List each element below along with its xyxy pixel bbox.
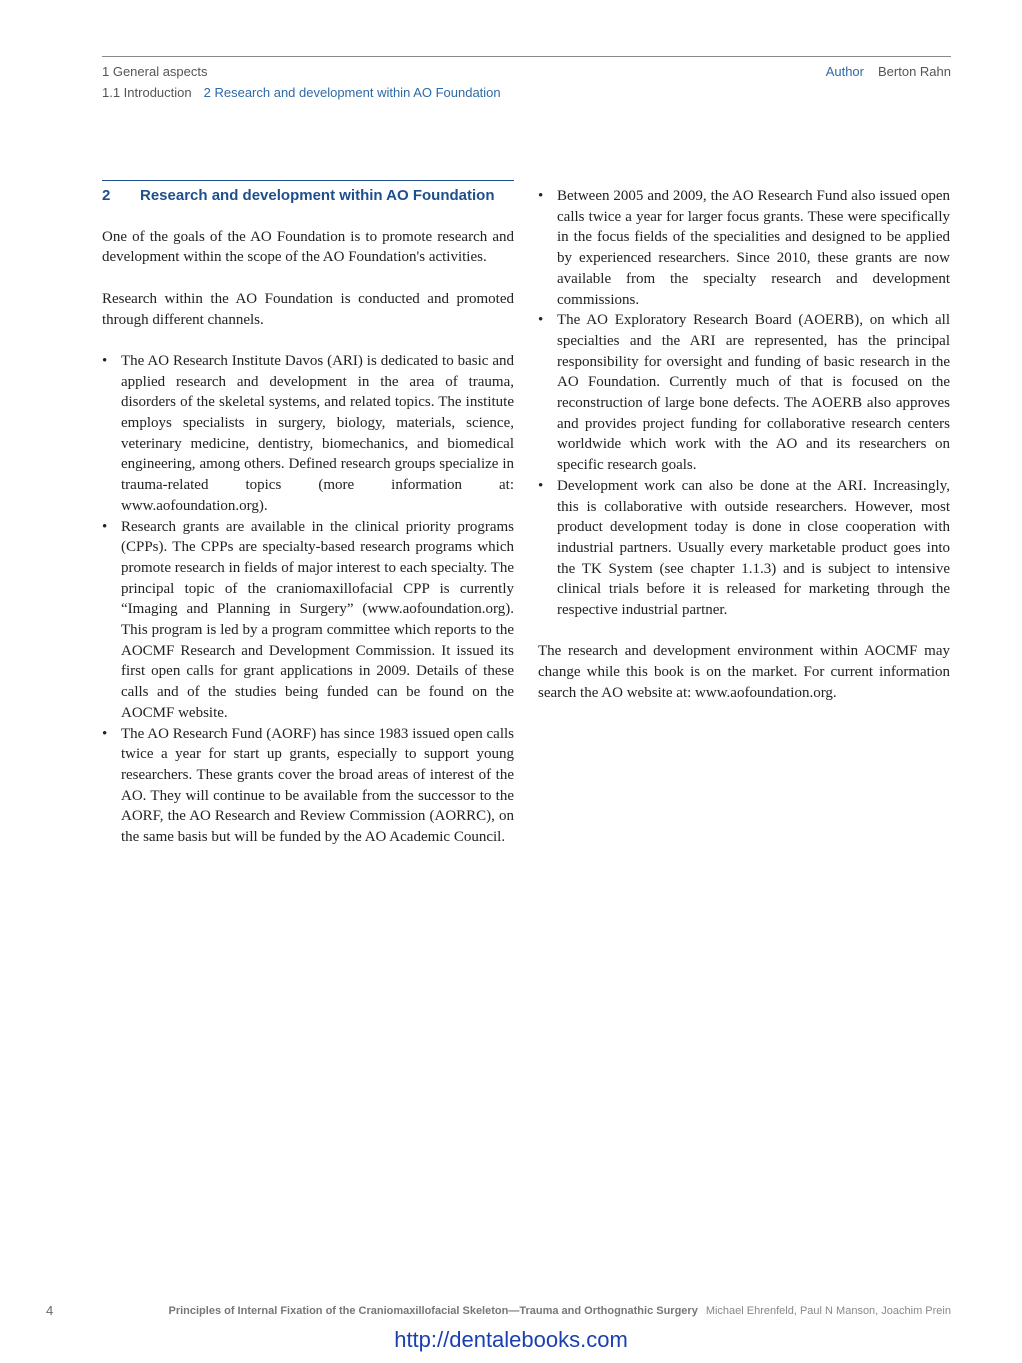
list-item-text: Development work can also be done at the ARI. Increasingly, this is collaborative with outside researchers. However, most product development today is done in close cooperation with industrial partners. Usually every marketable product goes into the TK System (see chapter 1.1.3) and is subject to intensive clinical trials before it is released for marketing through the respective industrial partner. <box>557 477 950 619</box>
bullet-icon: • <box>102 518 108 535</box>
list-item-text: The AO Research Fund (AORF) has since 1983 issued open calls twice a year for start up grants, especially to support young researchers. These grants cover the broad areas of interest of the AO. They will continue to be available from the successor to the AORF, the AO Research and Review Commission (AORRC), on the same basis but will be funded by the AO Academic Council. <box>121 725 514 846</box>
section-number: 2 <box>102 187 111 204</box>
breadcrumb-introduction: 1.1 Introduction <box>102 85 192 100</box>
list-item <box>102 517 514 724</box>
list-item-text: Research grants are available in the clinical priority programs (CPPs). The CPPs are specialty-based research programs which promote research in fields of major interest to each specialty. The principal topic of the craniomaxillofacial CPP is currently “Imaging and Planning in Surgery” (www.aofoundation.org). This program is led by a program committee which reports to the AOCMF Research and Development Commission. It issued its first open calls for grant applications in 2009. Details of these calls and of the studies being funded can be found on the AOCMF website. <box>121 518 514 721</box>
list-item-text: The AO Exploratory Research Board (AOERB), on which all specialties and the ARI are represented, has the principal responsibility for oversight and funding of basic research in the AO Foundation. Currently much of that is focused on the reconstruction of large bone defects. The AOERB also approves and provides project funding for collaborative research centers worldwide which work with the AO and its researchers on specific research goals. <box>557 312 950 474</box>
author-label: Author <box>825 64 864 79</box>
right-bullet-list <box>538 186 950 621</box>
channels-paragraph: Research within the AO Foundation is conducted and promoted through different channels. <box>102 290 514 328</box>
author-name: Berton Rahn <box>878 64 951 79</box>
footer-citation <box>168 1305 951 1317</box>
bullet-icon: • <box>538 188 544 204</box>
closing-paragraph: The research and development environment within AOCMF may change while this book is on the market. For current information search the AO website at: www.aofoundation.org. <box>538 643 950 701</box>
left-column <box>102 180 514 848</box>
book-authors: Michael Ehrenfeld, Paul N Manson, Joachim Prein <box>705 1305 951 1317</box>
header-author <box>812 64 951 79</box>
list-item <box>538 310 950 476</box>
bullet-icon: • <box>538 477 544 494</box>
section-heading <box>102 180 514 207</box>
right-column <box>538 186 950 724</box>
bullet-icon: • <box>102 352 108 369</box>
breadcrumb <box>102 85 513 100</box>
list-item <box>538 186 950 310</box>
breadcrumb-current-section: 2 Research and development within AO Foundation <box>203 85 501 100</box>
bullet-icon: • <box>538 312 544 329</box>
left-bullet-list <box>102 351 514 848</box>
list-item <box>538 476 950 621</box>
bullet-icon: • <box>102 725 108 742</box>
header-chapter: 1 General aspects <box>102 64 208 79</box>
list-item-text: The AO Research Institute Davos (ARI) is dedicated to basic and applied research and development in the area of trauma, disorders of the skeletal systems, and related topics. The institute employs specialists in surgery, biology, materials, science, veterinary medicine, dentistry, biomechanics, and biomedical engineering, among others. Defined research groups specialize in trauma-related topics (more information at: www.aofoundation.org). <box>121 352 514 514</box>
book-title: Principles of Internal Fixation of the Craniomaxillofacial Skeleton—Trauma and Orthognathic Surgery <box>168 1305 698 1317</box>
intro-paragraph: One of the goals of the AO Foundation is to promote research and development within the scope of the AO Foundation's activities. <box>102 228 514 266</box>
page-number: 4 <box>46 1303 54 1318</box>
list-item <box>102 724 514 848</box>
header-rule <box>102 56 951 57</box>
list-item <box>102 351 514 517</box>
list-item-text: Between 2005 and 2009, the AO Research Fund also issued open calls twice a year for larger focus grants. These were specifically in the focus fields of the specialities and designed to be applied by experienced researchers. Since 2010, these grants are now available from the specialty research and development commissions. <box>557 188 950 308</box>
source-url-link[interactable]: http://dentalebooks.com <box>394 1327 628 1352</box>
section-title: Research and development within AO Foundation <box>140 187 495 204</box>
